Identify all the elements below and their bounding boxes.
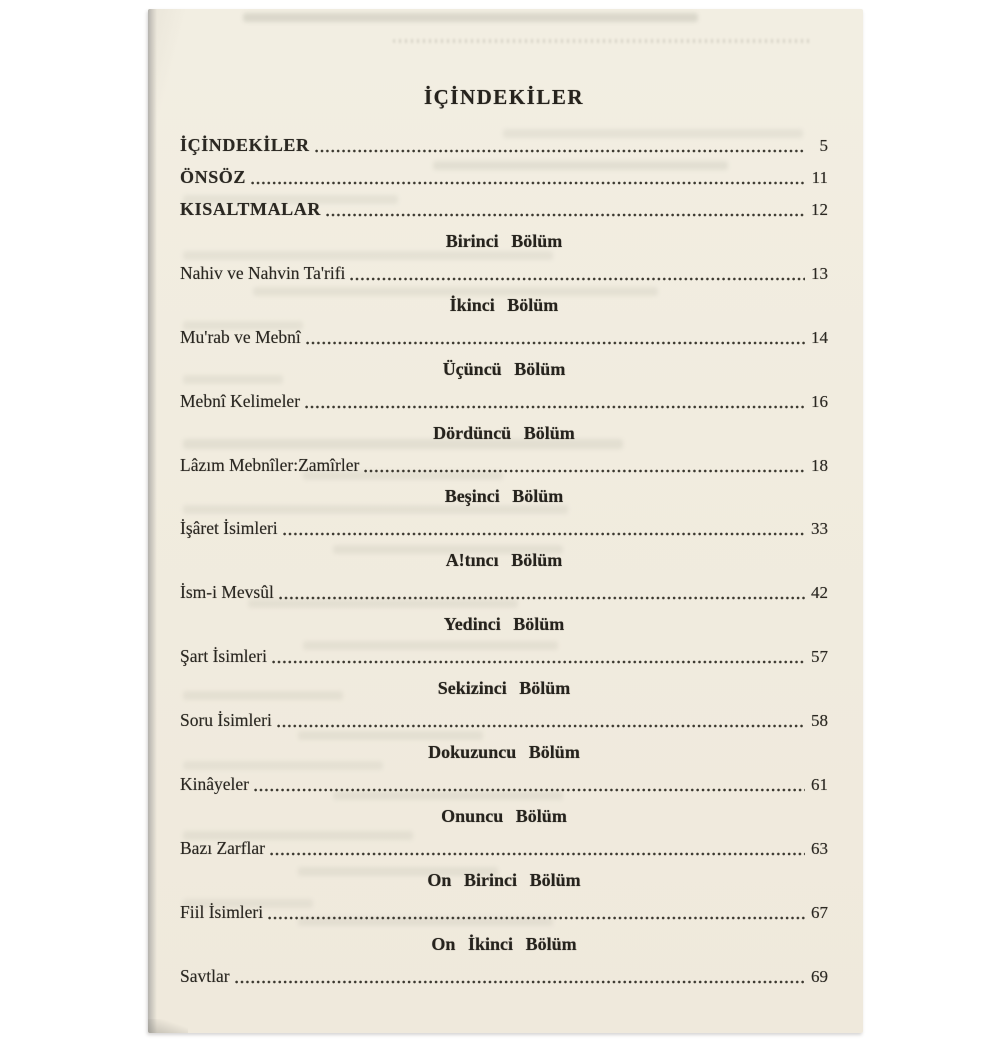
entry-label: İşâret İsimleri [180,518,278,539]
toc-entry-row [180,646,828,667]
entry-label: ÖNSÖZ [180,166,247,187]
book-page [148,9,863,1033]
entry-label: İÇİNDEKİLER [180,135,310,155]
page-number: 18 [811,455,828,475]
page-number: 14 [811,327,828,347]
page-number: 42 [811,583,828,603]
chapter-heading: Dördüncü Bölüm [433,422,575,443]
entry-label: Soru İsimleri [180,710,272,731]
dotted-leader [305,405,805,409]
page-number: 16 [811,391,828,411]
toc-entry-row [180,518,828,539]
toc-entry-row [180,966,828,987]
chapter-heading: İkinci Bölüm [449,294,559,315]
entry-label: Lâzım Mebnîler:Zamîrler [180,454,360,475]
entry-label: Nahiv ve Nahvin Ta'rifi [180,262,346,283]
toc-entry-row [180,838,828,859]
page-number: 69 [811,966,828,986]
toc-entry-row [180,391,828,412]
entry-label: KISALTMALAR [180,198,321,219]
page-number: 5 [819,136,828,155]
toc-entry-row [180,135,828,156]
chapter-heading: Yedinci Bölüm [443,614,565,635]
dotted-leader [272,660,805,664]
dotted-leader [283,532,805,536]
page-number: 58 [811,711,828,731]
chapter-heading: A!tıncı Bölüm [445,550,563,571]
chapter-heading: Onuncu Bölüm [441,806,567,827]
chapter-heading: On Birinci Bölüm [427,869,581,890]
toc-entry-row [180,263,828,284]
dotted-leader [254,788,805,792]
page-number: 12 [811,199,828,219]
page-number: 61 [811,775,828,795]
dotted-leader [350,277,805,281]
chapter-heading: Birinci Bölüm [445,230,563,251]
toc-entry-row [180,774,828,795]
entry-label: Bazı Zarflar [180,837,266,858]
dotted-leader [315,149,805,153]
chapter-heading: Beşinci Bölüm [444,486,564,507]
toc-entry-row [180,710,828,731]
dotted-leader [364,469,805,473]
toc-entry-row [180,902,828,923]
dotted-leader [277,724,805,728]
page-number: 13 [811,263,828,283]
dotted-leader [235,980,805,984]
entry-label: Mu'rab ve Mebnî [180,326,301,347]
entry-label: Mebnî Kelimeler [180,390,301,411]
chapter-heading: Üçüncü Bölüm [442,358,566,379]
chapter-heading: Dokuzuncu Bölüm [428,742,580,763]
page-number: 63 [811,838,828,858]
dotted-leader [268,916,805,920]
page-number: 33 [811,519,828,539]
toc-entry-row [180,167,828,188]
chapter-heading: On İkinci Bölüm [431,933,577,954]
entry-label: Kinâyeler [180,774,249,795]
dotted-leader [279,596,805,600]
entry-label: Fiil İsimleri [180,901,264,922]
entry-label: Şart İsimleri [180,646,267,667]
toc-entry-row [180,582,828,603]
page-number: 11 [811,167,828,187]
entry-label: Savtlar [180,965,230,986]
page-number: 57 [811,647,828,667]
toc-entry-row [180,327,828,348]
page-number: 67 [811,902,828,922]
dotted-leader [306,341,805,345]
entry-label: İsm-i Mevsûl [180,582,274,603]
toc-entry-row [180,455,828,476]
page-title: İÇİNDEKİLER [423,85,585,109]
chapter-heading: Sekizinci Bölüm [437,678,571,699]
toc-entry-row [180,199,828,220]
dotted-leader [326,213,805,217]
dotted-leader [251,181,805,185]
table-of-contents [180,135,828,987]
dotted-leader [270,852,805,856]
